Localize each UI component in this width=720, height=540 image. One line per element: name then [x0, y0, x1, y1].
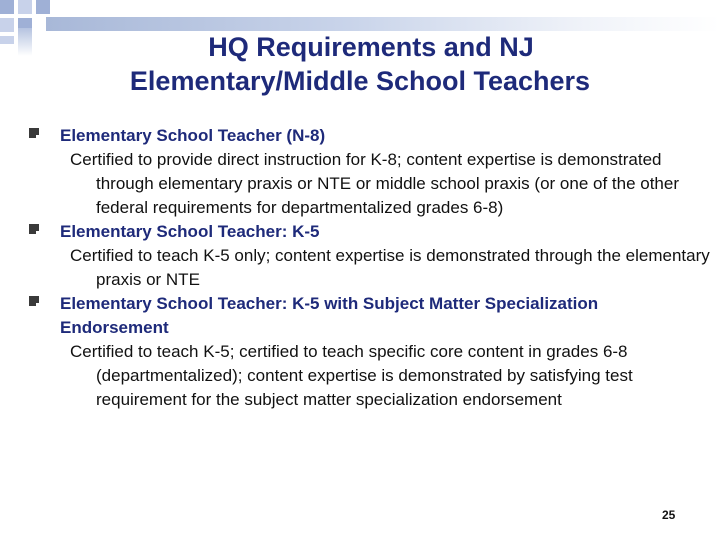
slide-title-line-1: HQ Requirements and NJ: [208, 32, 534, 62]
slide-title: [0, 30, 720, 98]
corner-square: [36, 0, 50, 14]
list-item: [60, 292, 710, 412]
item-heading: Elementary School Teacher: K-5: [60, 222, 320, 241]
item-description: Certified to provide direct instruction for K-8; content expertise is demonstrated through elementary praxis or NTE or middle school praxis (or one of the other federal requirements for departmentalized grades 6-8): [70, 150, 679, 217]
square-bullet-icon: [29, 296, 39, 306]
header-gradient-bar: [46, 17, 720, 31]
page-number: 25: [662, 508, 676, 522]
list-item: [60, 220, 710, 292]
square-bullet-icon: [29, 128, 39, 138]
bullet-list: [60, 124, 710, 412]
item-description: Certified to teach K-5 only; content expertise is demonstrated through the elementary praxis or NTE: [70, 246, 710, 289]
slide-title-line-2: Elementary/Middle School Teachers: [129, 66, 591, 96]
list-item: [60, 124, 710, 220]
square-bullet-icon: [29, 224, 39, 234]
corner-square: [18, 0, 32, 14]
corner-square: [0, 0, 14, 14]
item-heading: Elementary School Teacher (N-8): [60, 126, 326, 145]
item-heading: Elementary School Teacher: K-5 with Subject Matter Specialization Endorsement: [60, 294, 599, 337]
item-description: Certified to teach K-5; certified to teach specific core content in grades 6-8 (departmentalized); content expertise is demonstrated by satisfying test requirement for the subject matter specialization endorsement: [70, 342, 633, 409]
